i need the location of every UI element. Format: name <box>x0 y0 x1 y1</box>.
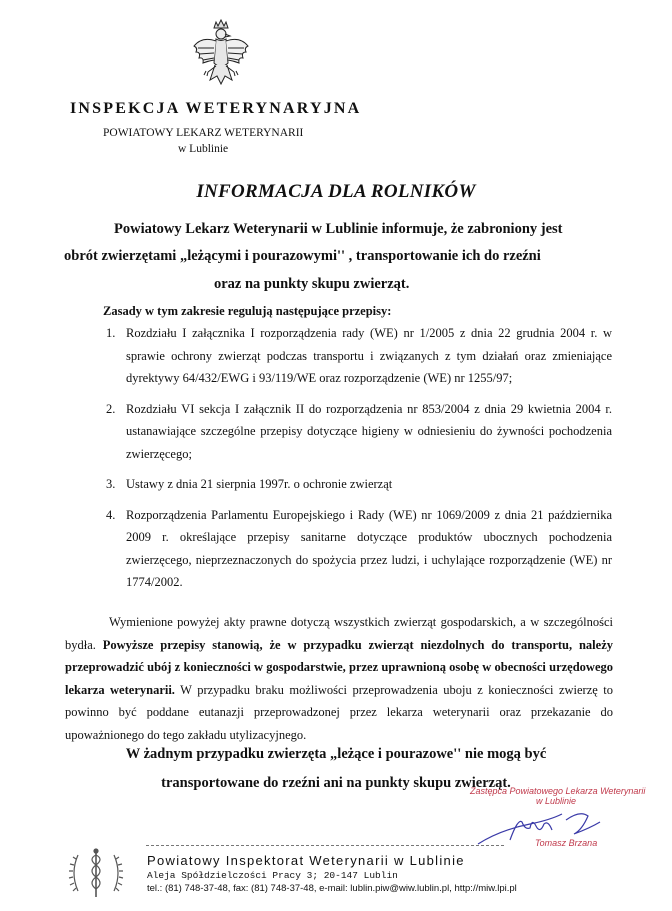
footer-contact: tel.: (81) 748-37-48, fax: (81) 748-37-48, e-mail: lublin.piw@wiw.lublin.pl, http://miw.lpi.pl <box>147 883 517 894</box>
footer-divider <box>146 845 504 846</box>
list-item-number: 4. <box>106 507 116 522</box>
list-item-text: Rozdziału I załącznika I rozporządzenia rady (WE) nr 1/2005 z dnia 22 grudnia 2004 r. w sprawie ochrony zwierząt podczas transportu i związanych z tym działań oraz zmieniające dyrektywy 64/432/EWG i 93/119/WE oraz rozporządzenie (WE) nr 1255/97; <box>126 326 612 385</box>
stamp-title: Zastępca Powiatowego Lekarza Weterynarii <box>470 786 646 796</box>
lead-line-2: obrót zwierzętami „leżącymi i pourazowymi'' , transportowanie ich do rzeźni <box>64 248 541 264</box>
polish-eagle-emblem-icon <box>190 18 252 96</box>
list-item-number: 1. <box>106 326 116 340</box>
lead-line-3: oraz na punkty skupu zwierząt. <box>214 276 410 292</box>
list-item <box>106 504 612 594</box>
institution-name: INSPEKCJA WETERYNARYJNA <box>70 100 362 117</box>
list-item <box>106 473 612 496</box>
office-city: w Lublinie <box>178 143 229 155</box>
paragraph-text: Wymienione powyżej akty prawne dotyczą wszystkich zwierząt gospodarskich, a w szczególności bydła. <box>65 615 613 652</box>
stamp-city: w Lublinie <box>535 796 577 806</box>
document-title: INFORMACJA DLA ROLNIKÓW <box>196 181 476 202</box>
list-item-text: Ustawy z dnia 21 sierpnia 1997r. o ochronie zwierząt <box>126 477 393 491</box>
list-item-number: 3. <box>106 477 116 491</box>
rules-heading: Zasady w tym zakresie regulują następujące przepisy: <box>103 304 392 318</box>
list-item <box>106 398 612 466</box>
footer-address: Aleja Spółdzielczości Pracy 3; 20-147 Lublin <box>147 870 398 881</box>
list-item <box>106 322 612 390</box>
rules-list <box>106 322 612 602</box>
list-item-number: 2. <box>106 401 116 416</box>
paragraph-bold-text: Powyższe przepisy stanowią, że w przypadku zwierząt niezdolnych do transportu, należy przeprowadzić ubój z konieczności w gospodarstwie, przez uprawnioną osobę w obecności urzędowego lekarza weterynarii. <box>65 637 613 697</box>
stamp-signatory-name: Tomasz Brzana <box>535 838 598 848</box>
office-name: POWIATOWY LEKARZ WETERYNARII <box>103 127 304 139</box>
final-statement-line-2: transportowane do rzeźni ani na punkty skupu zwierząt. <box>161 775 511 791</box>
final-statement-line-1: W żadnym przypadku zwierzęta „leżące i pourazowe'' nie mogą być <box>125 746 547 762</box>
list-item-text: Rozdziału VI sekcja I załącznik II do rozporządzenia nr 853/2004 z dnia 29 kwietnia 2004 r. ustanawiające szczególne przepisy dotyczące higieny w odniesieniu do żywności pochodzenia zwierzęcego; <box>126 401 612 461</box>
lead-line-1: Powiatowy Lekarz Weterynarii w Lublinie informuje, że zabroniony jest <box>114 221 563 237</box>
paragraph-text-end: W przypadku braku możliwości przeprowadzenia uboju z konieczności zwierzę to powinno być poddane eutanazji przeprowadzonej przez lekarza weterynarii oraz przekazanie do upoważnionego do tego zakładu utylizacyjnego. <box>65 682 613 742</box>
body-paragraph <box>65 611 613 747</box>
footer-institution-name: Powiatowy Inspektorat Weterynarii w Lublinie <box>147 853 465 868</box>
list-item-text: Rozporządzenia Parlamentu Europejskiego i Rady (WE) nr 1069/2009 z dnia 21 października 2009 r. określające przepisy sanitarne dotyczące produktów ubocznych pochodzenia zwierzęcego, nieprzeznaczonych do spożycia przez ludzi, i uchylające rozporządzenie (WE) nr 1774/2002. <box>126 507 612 589</box>
veterinary-caduceus-logo-icon <box>66 843 126 903</box>
